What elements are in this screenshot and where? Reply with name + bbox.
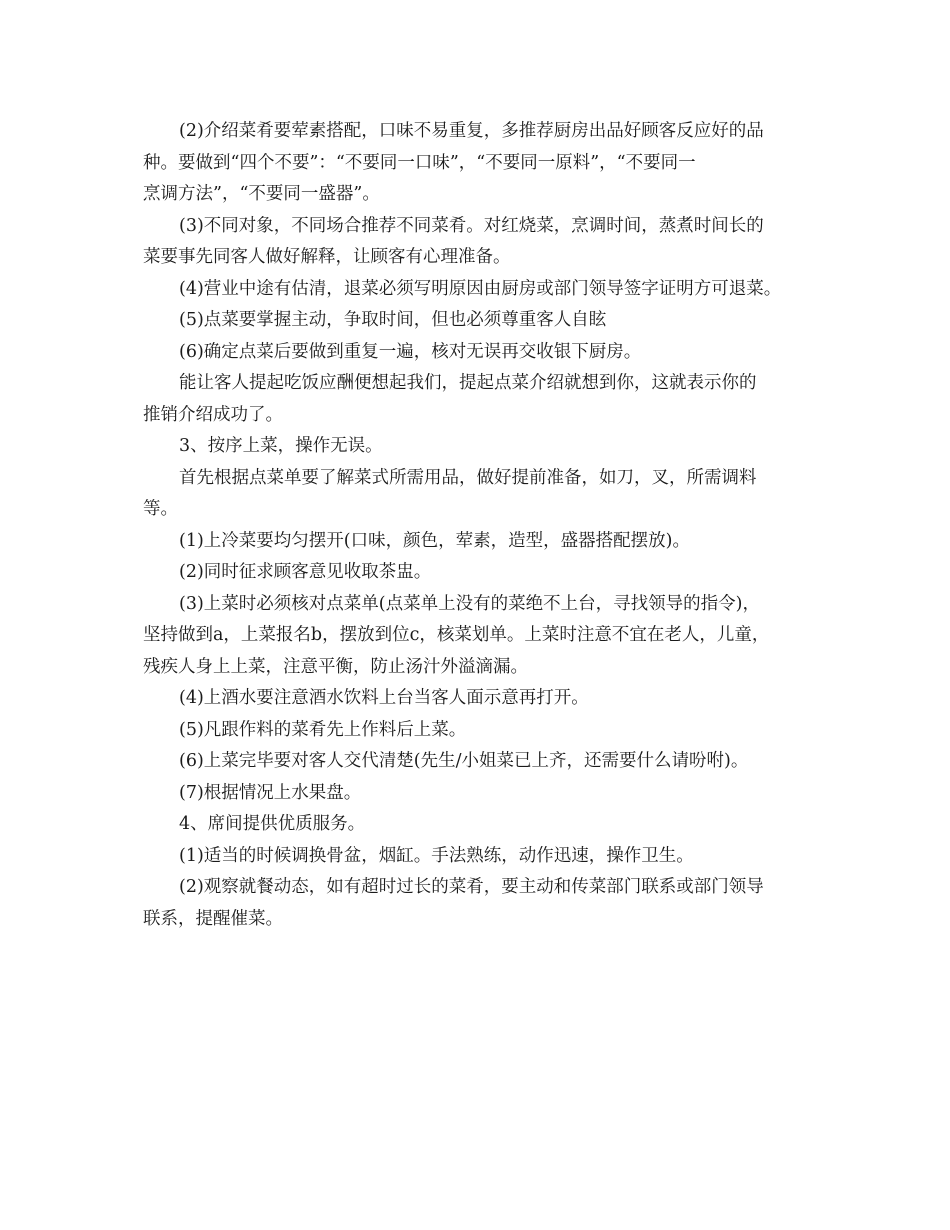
text-line: 菜要事先同客人做好解释，让顾客有心理准备。 bbox=[143, 247, 511, 267]
text-line: (5)凡跟作料的菜肴先上作料后上菜。 bbox=[179, 719, 467, 740]
text-line: 联系，提醒催菜。 bbox=[143, 908, 283, 929]
text-line: 等。 bbox=[143, 499, 178, 519]
text-line: (4)上酒水要注意酒水饮料上台当客人面示意再打开。 bbox=[179, 688, 589, 708]
paragraph bbox=[143, 305, 823, 337]
text-line: (2)同时征求顾客意见收取茶盅。 bbox=[179, 562, 432, 582]
text-line: (1)适当的时候调换骨盆，烟缸。手法熟练，动作迅速，操作卫生。 bbox=[179, 845, 694, 866]
text-line: 能让客人提起吃饭应酬便想起我们，提起点菜介绍就想到你，这就表示你的 bbox=[179, 373, 757, 393]
text-line: (6)确定点菜后要做到重复一遍，核对无误再交收银下厨房。 bbox=[179, 341, 642, 362]
text-line: 首先根据点菜单要了解菜式所需用品，做好提前准备，如刀，叉，所需调料 bbox=[179, 467, 757, 488]
paragraph bbox=[143, 841, 823, 873]
paragraph bbox=[143, 116, 823, 211]
text-line: 4、席间提供优质服务。 bbox=[179, 814, 366, 834]
document-body bbox=[143, 116, 823, 935]
text-line: 3、按序上菜，操作无误。 bbox=[179, 436, 383, 456]
section-heading bbox=[143, 809, 823, 841]
text-line: 烹调方法”，“不要同一盛器”。 bbox=[143, 184, 380, 204]
text-line: 推销介绍成功了。 bbox=[143, 404, 283, 425]
paragraph bbox=[143, 746, 823, 778]
text-line: 种。要做到“四个不要”：“不要同一口味”，“不要同一原料”，“不要同一 bbox=[143, 152, 696, 173]
paragraph bbox=[143, 557, 823, 589]
paragraph bbox=[143, 589, 823, 684]
paragraph bbox=[143, 683, 823, 715]
text-line: (1)上冷菜要均匀摆开(口味，颜色，荤素，造型，盛器搭配摆放)。 bbox=[179, 530, 690, 551]
text-line: (7)根据情况上水果盘。 bbox=[179, 782, 362, 803]
paragraph bbox=[143, 526, 823, 558]
paragraph bbox=[143, 274, 823, 306]
text-line: (6)上菜完毕要对客人交代清楚(先生/小姐菜已上齐，还需要什么请吩咐)。 bbox=[179, 751, 749, 771]
paragraph bbox=[143, 463, 823, 526]
text-line: (2)观察就餐动态，如有超时过长的菜肴，要主动和传菜部门联系或部门领导 bbox=[179, 877, 764, 897]
paragraph bbox=[143, 872, 823, 935]
paragraph bbox=[143, 368, 823, 431]
text-line: (4)营业中途有估清，退菜必须写明原因由厨房或部门领导签字证明方可退菜。 bbox=[179, 278, 782, 299]
paragraph bbox=[143, 715, 823, 747]
section-heading bbox=[143, 431, 823, 463]
text-line: 坚持做到a，上菜报名b，摆放到位c，核菜划单。上菜时注意不宜在老人，儿童， bbox=[143, 625, 770, 645]
text-line: (2)介绍菜肴要荤素搭配，口味不易重复，多推荐厨房出品好顾客反应好的品 bbox=[179, 121, 764, 141]
text-line: (3)上菜时必须核对点菜单(点菜单上没有的菜绝不上台，寻找领导的指令)， bbox=[179, 593, 760, 614]
text-line: 残疾人身上上菜，注意平衡，防止汤汁外溢滴漏。 bbox=[143, 656, 528, 677]
text-line: (3)不同对象，不同场合推荐不同菜肴。对红烧菜，烹调时间，蒸煮时间长的 bbox=[179, 215, 764, 236]
paragraph bbox=[143, 337, 823, 369]
paragraph bbox=[143, 778, 823, 810]
paragraph bbox=[143, 211, 823, 274]
text-line: (5)点菜要掌握主动，争取时间，但也必须尊重客人自眩 bbox=[179, 310, 607, 330]
